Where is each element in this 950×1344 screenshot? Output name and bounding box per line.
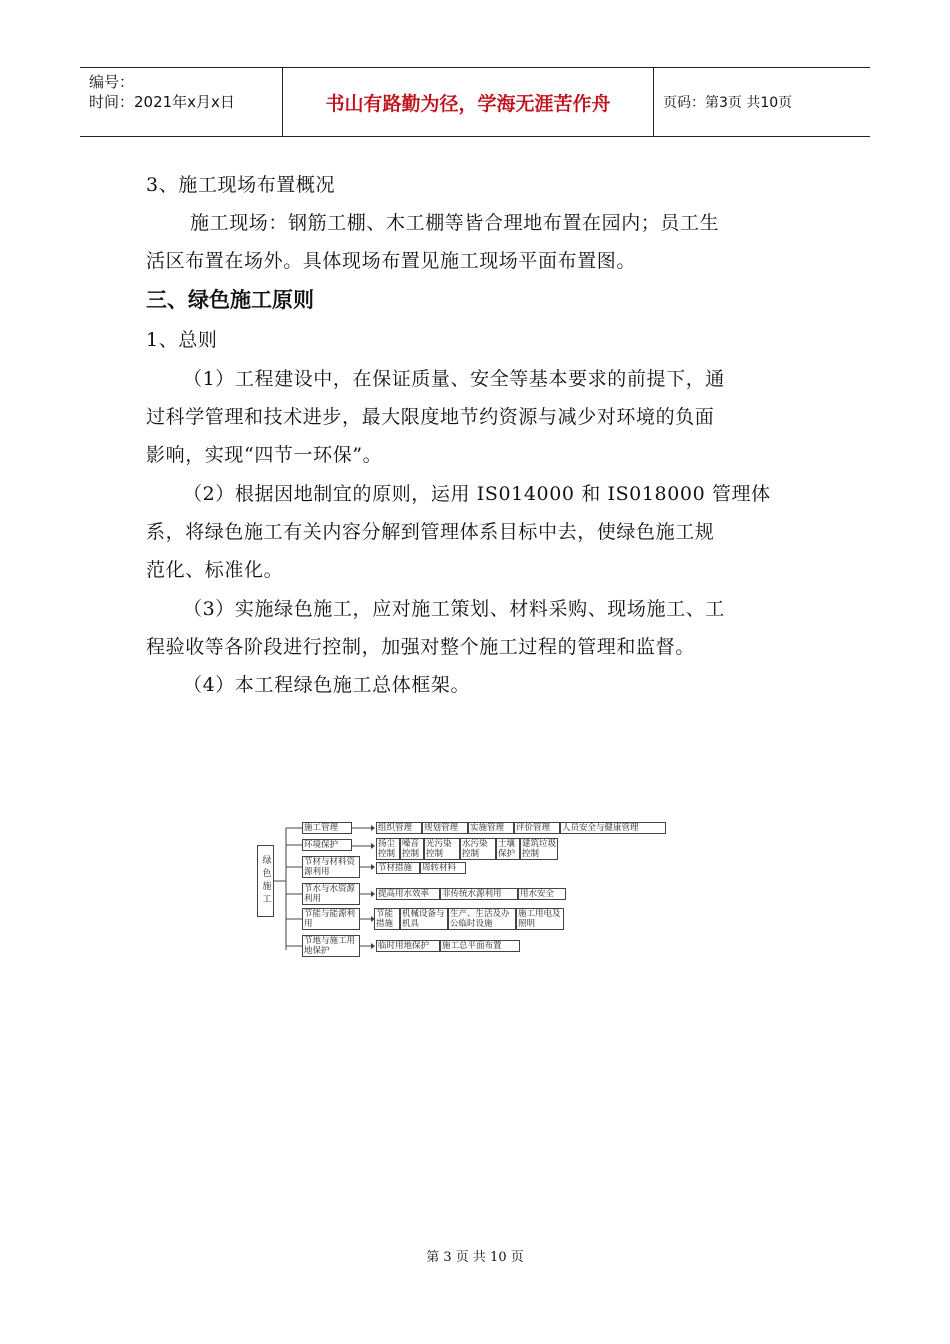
diagram-branch-box: 节地与施工用地保护 <box>302 935 360 957</box>
diagram-leaf-box: 噪音控制 <box>400 838 424 860</box>
paragraph-line: 范化、标准化。 <box>146 559 284 581</box>
diagram-leaf-box: 施工用电及照明 <box>516 908 564 930</box>
paragraph-line: 过科学管理和技术进步，最大限度地节约资源与减少对环境的负面 <box>146 406 715 428</box>
diagram-branch-box: 节材与材料资源利用 <box>302 856 360 878</box>
paragraph-line: 活区布置在场外。具体现场布置见施工现场平面布置图。 <box>146 250 637 272</box>
diagram-branch-box: 节水与水资源利用 <box>302 883 360 905</box>
diagram-branch-box: 施工管理 <box>302 822 352 834</box>
diagram-leaf-box: 非传统水源利用 <box>440 888 518 900</box>
header-info-cell <box>80 68 283 136</box>
paragraph-line: （3）实施绿色施工，应对施工策划、材料采购、现场施工、工 <box>183 598 725 620</box>
page-header <box>80 67 870 137</box>
diagram-leaf-box: 土壤保护 <box>496 838 520 860</box>
diagram-leaf-box: 节能措施 <box>374 908 400 930</box>
section-3-title: 3、施工现场布置概况 <box>146 174 336 196</box>
document-time-label: 时间：2021年x月x日 <box>89 93 235 111</box>
diagram-leaf-box: 组织管理 <box>376 822 422 834</box>
paragraph-line: 施工现场：钢筋工棚、木工棚等皆合理地布置在园内；员工生 <box>190 212 720 234</box>
diagram-leaf-box: 水污染控制 <box>460 838 496 860</box>
green-construction-framework-diagram <box>250 815 680 965</box>
diagram-leaf-box: 扬尘控制 <box>376 838 400 860</box>
header-page-label: 页码：第3页 共10页 <box>663 95 793 111</box>
page-footer: 第 3 页 共 10 页 <box>426 1250 524 1265</box>
diagram-leaf-box: 人员安全与健康管理 <box>560 822 666 834</box>
paragraph-line: （4）本工程绿色施工总体框架。 <box>183 674 471 696</box>
heading-green-construction: 三、绿色施工原则 <box>146 288 314 312</box>
paragraph-line: （2）根据因地制宜的原则，运用 IS014000 和 IS018000 管理体 <box>183 483 771 505</box>
paragraph-line: 影响，实现“四节一环保”。 <box>146 444 383 466</box>
diagram-leaf-box: 建筑垃圾控制 <box>522 839 557 859</box>
diagram-leaf-box: 节材措施 <box>376 862 420 874</box>
diagram-branch-box: 环境保护 <box>302 839 352 851</box>
diagram-leaf-box: 临时用地保护 <box>376 940 440 952</box>
diagram-leaf-box: 光污染控制 <box>424 838 460 860</box>
diagram-leaf-box: 机械设备与机具 <box>400 908 448 930</box>
diagram-branch-box: 节能与能源利用 <box>302 908 360 930</box>
header-motto: 书山有路勤为径，学海无涯苦作舟 <box>283 68 654 136</box>
diagram-leaf-box: 提高用水效率 <box>376 888 440 900</box>
diagram-leaf-box: 周转材料 <box>420 862 466 874</box>
diagram-leaf-box: 生产、生活及办公临时设施 <box>448 908 516 930</box>
document-number-label: 编号： <box>89 73 135 91</box>
diagram-root-box: 绿色施工 <box>257 845 274 917</box>
diagram-leaf-box: 用水安全 <box>518 888 566 900</box>
paragraph-line: （1）工程建设中，在保证质量、安全等基本要求的前提下，通 <box>183 368 725 390</box>
section-1-title: 1、总则 <box>146 329 218 351</box>
paragraph-line: 系，将绿色施工有关内容分解到管理体系目标中去，使绿色施工规 <box>146 521 715 543</box>
diagram-leaf-box: 评价管理 <box>514 822 560 834</box>
diagram-leaf-box: 规划管理 <box>422 822 468 834</box>
paragraph-line: 程验收等各阶段进行控制，加强对整个施工过程的管理和监督。 <box>146 636 695 658</box>
diagram-leaf-box: 实施管理 <box>468 822 514 834</box>
diagram-leaf-box: 施工总平面布置 <box>440 940 520 952</box>
